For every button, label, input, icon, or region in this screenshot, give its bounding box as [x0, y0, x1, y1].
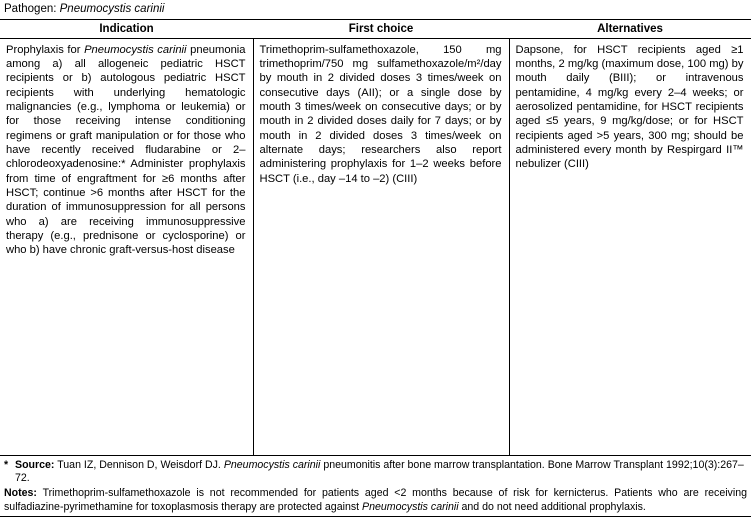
footnote-source	[4, 459, 747, 485]
italic-run: Pneumocystis carinii	[84, 43, 187, 56]
italic-run: Pneumocystis carinii	[362, 500, 459, 513]
column-header-alternatives: Alternatives	[509, 20, 751, 39]
footnote-notes-label: Notes:	[4, 487, 37, 500]
cell-indication	[0, 38, 253, 455]
cell-alternatives-text	[516, 43, 744, 172]
text-run: pneumonitis after bone marrow transplantation. Bone Marrow Transplant 1992;10(3):267–72.	[15, 458, 744, 485]
text-run: Trimethoprim-sulfamethoxazole, 150 mg trimethoprim/750 mg sulfamethoxazole/m²/day by mouth in 2 divided doses 3 times/week on consecutive days (AII); or a single dose by mouth 3 times/week on consecutive days; or by mouth in 2 divided doses daily for 7 days; or by mouth in 2 divided doses 3 times/week on alternate days; researchers also report administering prophylaxis for 1–2 weeks before HSCT (i.e., day –14 to –2) (CIII)	[259, 43, 502, 185]
cell-alternatives	[509, 38, 751, 455]
italic-run: Pneumocystis carinii	[223, 458, 321, 471]
column-header-first-choice: First choice	[253, 20, 509, 39]
table-row	[0, 38, 751, 455]
text-run: pneumonia among a) all allogeneic pediatric HSCT recipients or b) autologous pediatric HSCT recipients with underlying hematologic malignancies (e.g., lymphoma or leukemia) or for those receiving intense conditioning regimens or graft manipulation or for those who have recently received fludarabine or 2–chlorodeoxyadenosine:* Administer prophylaxis from time of engraftment for ≥6 months after HSCT; continue >6 months after HSCT for the duration of immunosuppression for all persons who a) are receiving immunosuppressive therapy (e.g., prednisone or cyclosporine) or who b) have chronic graft-versus-host disease	[6, 43, 246, 257]
footnote-source-label: Source:	[15, 458, 55, 471]
text-run: Dapsone, for HSCT recipients aged ≥1 months, 2 mg/kg (maximum dose, 100 mg) by mouth daily (BIII); or intravenous pentamidine, 4 mg/kg every 2–4 weeks; or aerosolized pentamidine, for HSCT recipients aged ≤5 years, 9 mg/kg/dose; or for HSCT recipients aged >5 years, 300 mg; should be administered every month by Respirgard II™ nebulizer (CIII)	[515, 43, 744, 171]
pathogen-name: Pneumocystis carinii	[59, 3, 165, 15]
footnote-notes	[4, 487, 747, 513]
cell-first-choice-text	[260, 43, 502, 186]
cell-first-choice	[253, 38, 509, 455]
footnote-source-body	[15, 459, 744, 484]
pathogen-header	[0, 0, 751, 20]
table-header	[0, 20, 751, 39]
text-run: Prophylaxis for	[6, 43, 85, 56]
text-run: and do not need additional prophylaxis.	[458, 500, 646, 513]
footnote-notes-body	[4, 487, 747, 512]
footnote-marker: *	[4, 458, 9, 471]
text-run: Trimethoprim-sulfamethoxazole is not recommended for patients aged <2 months because of risk for kernicterus. Patients who are receiving sulfadiazine-pyrimethamine for toxoplasmosis therapy are protected against	[4, 487, 747, 513]
cell-indication-text	[6, 43, 246, 258]
column-header-indication: Indication	[0, 20, 253, 39]
footnotes-section	[0, 455, 751, 514]
footnote-source-text	[15, 459, 747, 485]
table-body	[0, 38, 751, 455]
table-header-row	[0, 20, 751, 39]
text-run: Tuan IZ, Dennison D, Weisdorf DJ.	[54, 458, 224, 471]
prophylaxis-table	[0, 20, 751, 455]
pathogen-label: Pathogen:	[4, 3, 60, 15]
